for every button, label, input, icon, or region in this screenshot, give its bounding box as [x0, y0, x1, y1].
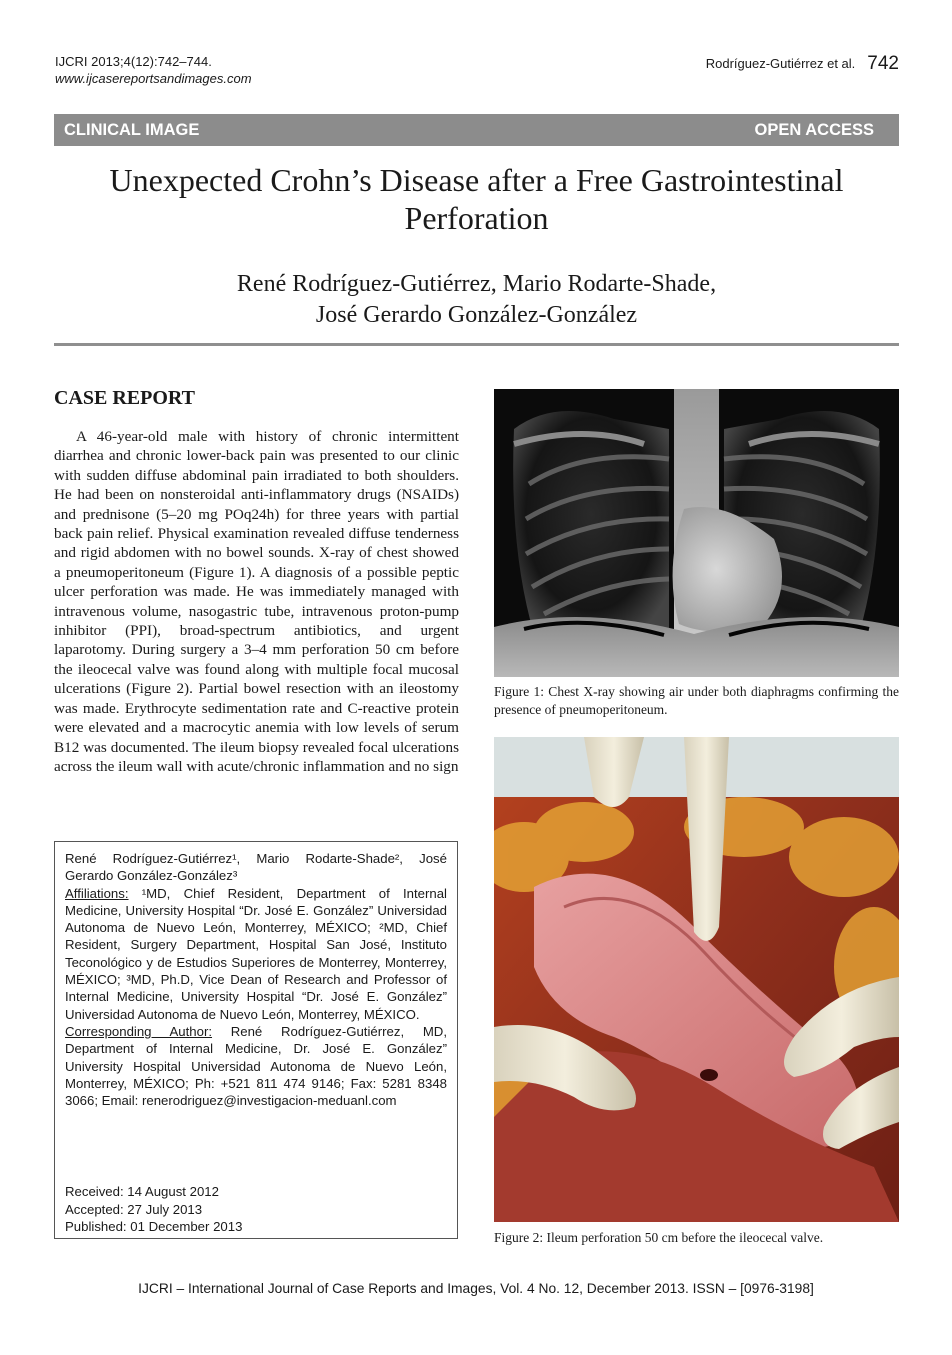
- title-line-2: Perforation: [404, 200, 549, 236]
- affiliation-box: [54, 841, 458, 1239]
- journal-citation: [55, 53, 252, 87]
- corresponding-text: René Rodríguez-Gutiérrez, MD, Department of Internal Medicine, Dr. José E. González” University Hospital Universidad Autonoma de Nuevo León, Monterrey, MÉXICO; Ph: +521 811 474 9146; Fax: 5281 8348 3066; Email: renerodriguez@investigacion-meduanl.com: [65, 1023, 447, 1109]
- affiliations-text: ¹MD, Chief Resident, Department of Internal Medicine, University Hospital “Dr. José E. González” Universidad Autonoma de Nuevo León, Monterrey, MÉXICO; ²MD, Chief Resident, Surgery Department, Hospital San José, Instituto Teconológico y de Estudios Superiores de Monterrey, Monterrey, MÉXICO; ³MD, Ph.D, Vice Dean of Research and Professor of Internal Medicine, University Hospital “Dr. José E. González” Universidad Autonoma de Nuevo León, Monterrey, MÉXICO.: [65, 885, 447, 1022]
- chest-xray-illustration: [494, 389, 899, 677]
- affiliations-paragraph: [65, 885, 447, 1023]
- running-head: [706, 52, 899, 74]
- article-title: [54, 161, 899, 237]
- title-divider: [54, 343, 899, 346]
- authors-line-1: René Rodríguez-Gutiérrez, Mario Rodarte-Shade,: [236, 271, 717, 297]
- figure-2-caption: Figure 2: Ileum perforation 50 cm before the ileocecal valve.: [494, 1230, 824, 1245]
- accepted-date: Accepted: 27 July 2013: [65, 1201, 203, 1217]
- affiliation-authors: René Rodríguez-Gutiérrez¹, Mario Rodarte-Shade², José Gerardo González-González³: [65, 851, 447, 884]
- received-date: Received: 14 August 2012: [65, 1184, 219, 1199]
- page-number: 742: [867, 53, 899, 74]
- author-list: [54, 269, 899, 331]
- figure-1-chest-xray-image: [494, 389, 899, 677]
- affiliations-label: Affiliations:: [65, 885, 129, 901]
- corresponding-paragraph: [65, 1023, 447, 1109]
- section-heading: CASE REPORT: [54, 387, 195, 409]
- surgical-photo-illustration: [494, 737, 899, 1222]
- open-access-label: OPEN ACCESS: [754, 121, 874, 139]
- case-report-body: A 46-year-old male with history of chronic intermittent diarrhea and chronic lower-back pain was presented to our clinic with sudden diffuse abdominal pain irradiated to both shoulders. He had been on nonsteroidal anti-inflammatory drugs (NSAIDs) and prednisone (5–20 mg POq24h) for three years with partial back pain relief. Physical examination revealed diffuse tenderness and rigid abdomen with no bowel sounds. X-ray of chest showed a pneumoperitoneum (Figure 1). A diagnosis of a possible peptic ulcer perforation was made. He was immediately managed with intravenous volume, nasogastric tube, intravenous proton-pump inhibitor (PPI), broad-spectrum antibiotics, and urgent laparotomy. During surgery a 3–4 mm perforation 50 cm before the ileocecal valve was found along with multiple focal mucosal ulcerations (Figure 2). Partial bowel resection with an ileostomy was made. Erythrocyte sedimentation rate and C-reactive protein were elevated and a macrocytic anemia with low levels of serum B12 was documented. The ileum biopsy revealed focal ulcerations across the ileum wall with acute/chronic inflammation and no sign: [54, 428, 459, 775]
- running-head-authors: Rodríguez-Gutiérrez et al.: [705, 56, 856, 71]
- published-date: Published: 01 December 2013: [65, 1219, 243, 1234]
- article-type-banner: [54, 114, 899, 146]
- article-type-label: CLINICAL IMAGE: [64, 121, 200, 139]
- corresponding-label: Corresponding Author:: [65, 1023, 213, 1039]
- journal-url[interactable]: www.ijcasereportsandimages.com: [55, 71, 252, 86]
- figure-2-ileum-perforation-image: [494, 737, 899, 1222]
- authors-line-2: José Gerardo González-González: [315, 302, 638, 328]
- citation-text: IJCRI 2013;4(12):742–744.: [55, 54, 212, 69]
- publication-dates: [65, 1183, 242, 1236]
- title-line-1: Unexpected Crohn’s Disease after a Free Gastrointestinal: [109, 162, 844, 198]
- figure-1-caption: Figure 1: Chest X-ray showing air under both diaphragms confirming the presence of pneumoperitoneum.: [494, 684, 899, 717]
- page-footer: IJCRI – International Journal of Case Reports and Images, Vol. 4 No. 12, December 2013. ISSN – [0976-3198]: [138, 1281, 814, 1296]
